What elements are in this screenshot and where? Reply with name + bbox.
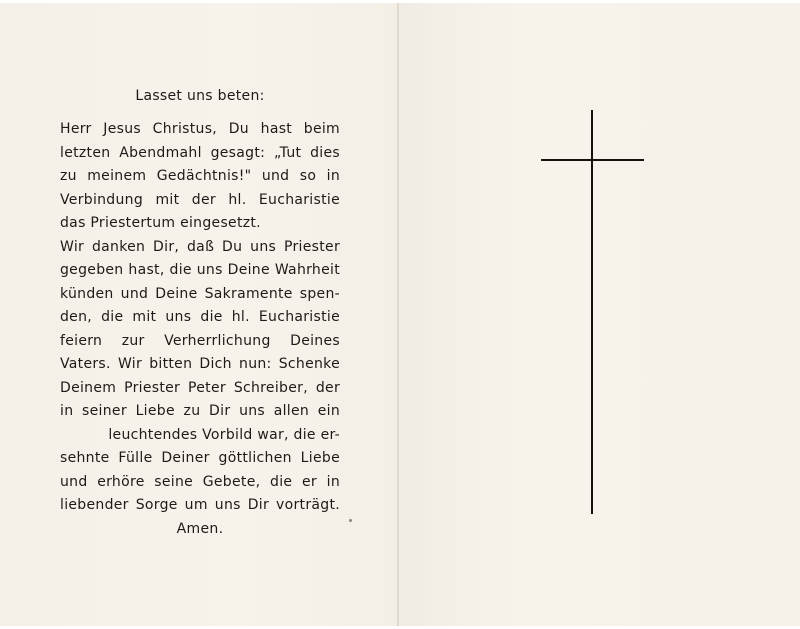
prayer-line: und erhöre seine Gebete, die er in (60, 473, 340, 490)
prayer-heading: Lasset uns beten: (135, 88, 265, 104)
right-panel (399, 0, 800, 629)
prayer-line: Wir danken Dir, daß Du uns Priester (60, 238, 340, 255)
cross-horizontal-bar (541, 159, 644, 161)
prayer-line: gegeben hast, die uns Deine Wahrheit (60, 262, 340, 278)
prayer-line: liebender Sorge um uns Dir vorträgt. (60, 497, 340, 513)
prayer-line: zu meinem Gedächtnis!" und so in (60, 168, 340, 184)
cross-vertical-bar (591, 110, 593, 514)
prayer-amen: Amen. (176, 520, 224, 537)
prayer-line: sehnte Fülle Deiner göttlichen Liebe (60, 450, 340, 466)
paper-speck (349, 519, 352, 522)
prayer-line: feiern zur Verherrlichung Deines (60, 332, 340, 349)
prayer-line: künden und Deine Sakramente spen- (60, 285, 340, 302)
prayer-line: Verbindung mit der hl. Eucharistie (60, 191, 340, 208)
scan-edge-top (0, 0, 800, 3)
prayer-line: Herr Jesus Christus, Du hast beim (60, 121, 340, 137)
prayer-line: Deinem Priester Peter Schreiber, der (60, 379, 340, 396)
prayer-line: Vaters. Wir bitten Dich nun: Schenke (60, 356, 340, 372)
prayer-line: das Priestertum eingesetzt. (60, 215, 261, 231)
prayer-text-block (60, 78, 340, 541)
prayer-line: den, die mit uns die hl. Eucharistie (60, 309, 340, 325)
prayer-line: leuchtendes Vorbild war, die er- (108, 426, 340, 443)
prayer-line: letzten Abendmahl gesagt: „Tut dies (60, 144, 340, 161)
prayer-line: in seiner Liebe zu Dir uns allen ein (60, 403, 340, 419)
card-fold (397, 0, 399, 629)
